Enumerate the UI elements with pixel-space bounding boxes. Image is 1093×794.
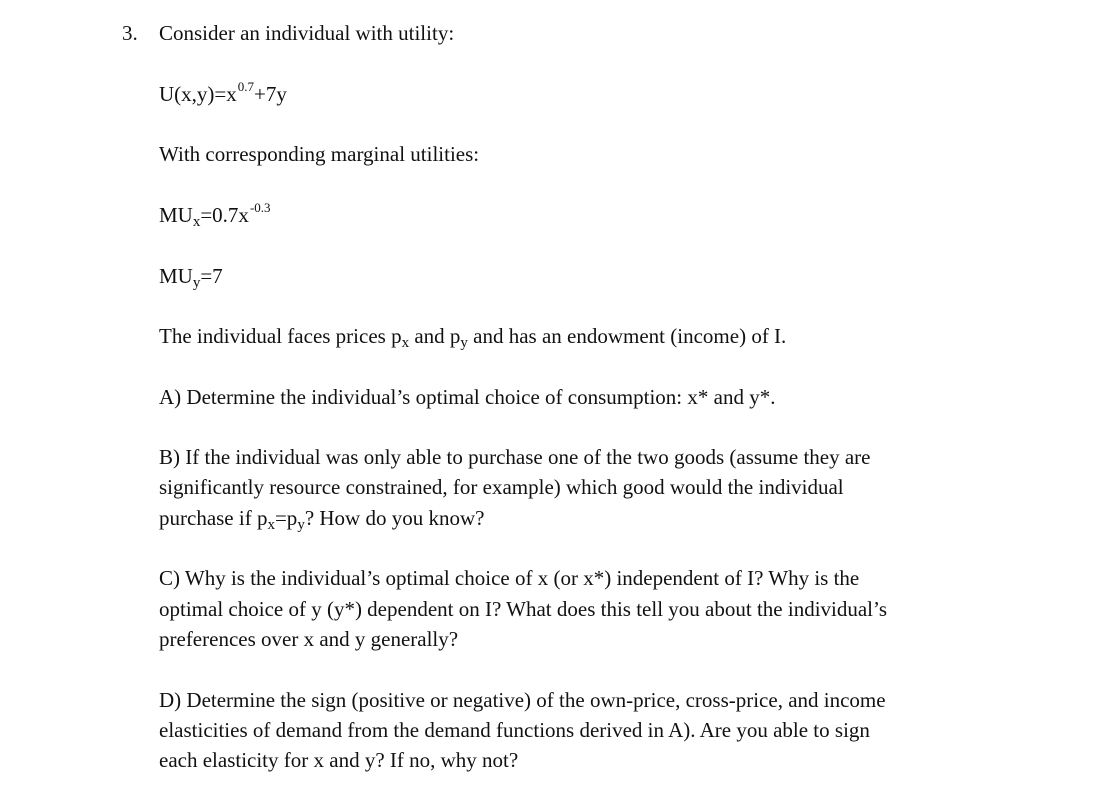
mux-subscript: x [192, 214, 201, 230]
part-b-line-3 [159, 503, 484, 536]
part-d-line-1: D) Determine the sign (positive or negative) of the own-price, cross-price, and income [159, 688, 886, 712]
marginal-utility-y [159, 261, 223, 294]
prices-text-2: and p [409, 324, 461, 348]
part-d-line-2: elasticities of demand from the demand functions derived in A). Are you able to sign [159, 718, 870, 742]
prices-sub-x: x [401, 335, 410, 351]
prices-sub-y: y [460, 335, 468, 351]
muy-base: MU [159, 264, 193, 288]
prices-statement [159, 321, 786, 354]
part-b-sub-y: y [297, 517, 305, 533]
part-b-text-2: =p [274, 506, 298, 530]
marginal-utilities-intro: With corresponding marginal utilities: [159, 142, 480, 166]
utility-exponent: 0.7 [237, 79, 254, 94]
muy-expression: =7 [200, 264, 223, 288]
muy-subscript: y [192, 275, 201, 291]
marginal-utility-x [159, 200, 271, 233]
mux-exponent: -0.3 [249, 200, 271, 215]
part-d-line-3: each elasticity for x and y? If no, why not? [159, 748, 519, 772]
mux-base: MU [159, 203, 193, 227]
utility-function [159, 79, 287, 112]
utility-lhs: U(x,y)=x [159, 82, 237, 106]
part-c-line-3: preferences over x and y generally? [159, 627, 459, 651]
part-c-line-1: C) Why is the individual’s optimal choice of x (or x*) independent of I? Why is the [159, 566, 860, 590]
utility-rhs: +7y [254, 82, 287, 106]
question-intro: Consider an individual with utility: [159, 21, 455, 45]
mux-expression: =0.7x [200, 203, 249, 227]
part-a: A) Determine the individual’s optimal choice of consumption: x* and y*. [159, 385, 776, 409]
part-b-text-1: purchase if p [159, 506, 268, 530]
question-number: 3. [122, 21, 138, 45]
part-c-line-2: optimal choice of y (y*) dependent on I? What does this tell you about the individual’s [159, 597, 888, 621]
prices-text-1: The individual faces prices p [159, 324, 402, 348]
part-b-text-3: ? How do you know? [304, 506, 485, 530]
prices-text-3: and has an endowment (income) of I. [467, 324, 787, 348]
part-b-line-1: B) If the individual was only able to purchase one of the two goods (assume they are [159, 445, 871, 469]
part-b-line-2: significantly resource constrained, for example) which good would the individual [159, 475, 844, 499]
part-b-sub-x: x [267, 517, 275, 533]
